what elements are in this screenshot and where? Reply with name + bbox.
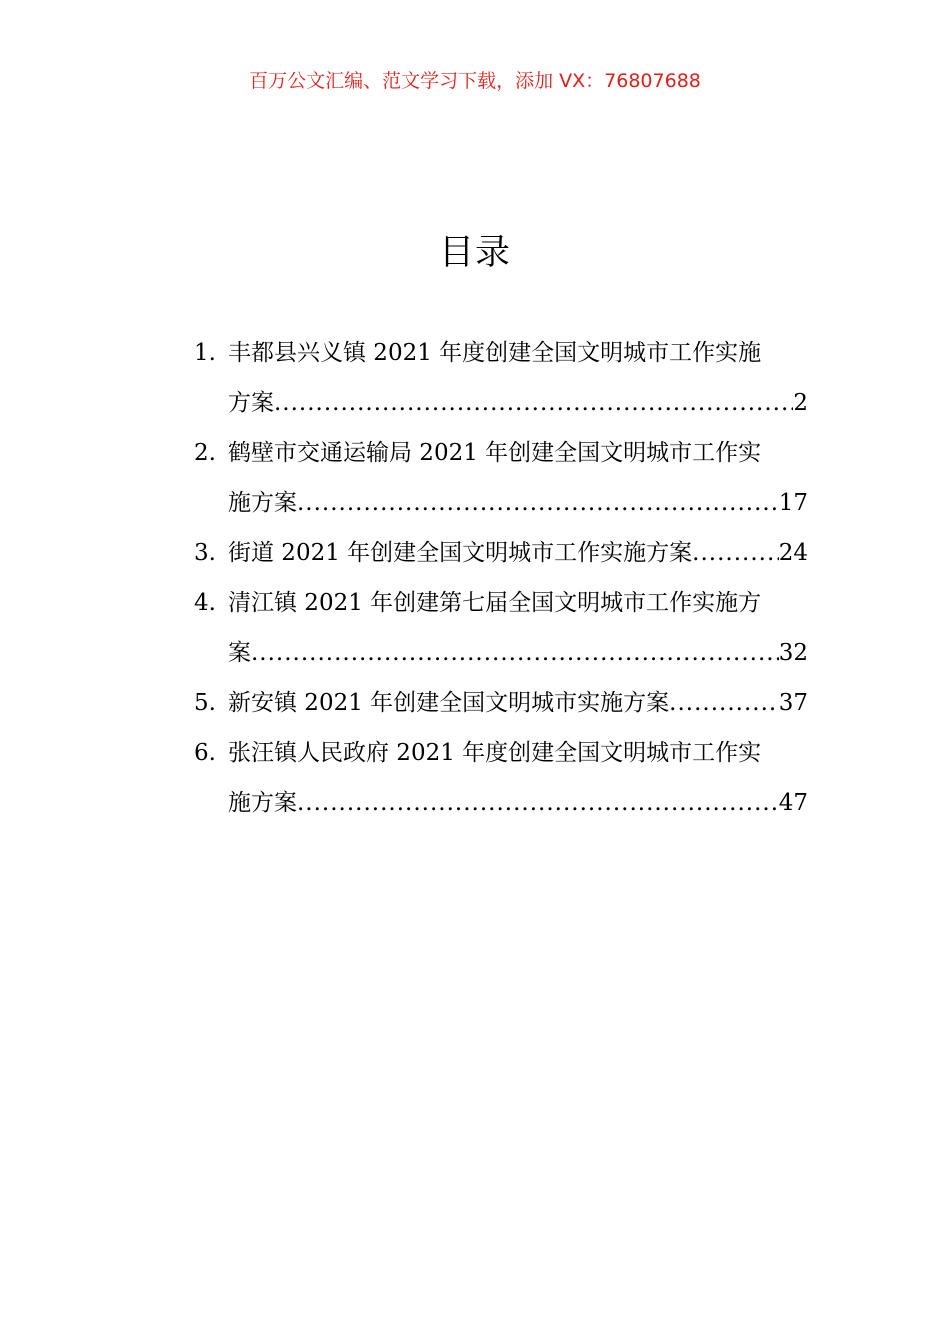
page-title: 目录 xyxy=(438,233,511,273)
toc-entry-number: 4. xyxy=(194,590,216,616)
dot-leader xyxy=(692,528,779,578)
toc-entry-line xyxy=(228,778,808,828)
toc-entry-line xyxy=(228,578,808,628)
toc-entry-title-cont: 施方案 xyxy=(228,790,297,816)
toc-entry-page: 47 xyxy=(778,790,808,816)
toc-entry-number: 2. xyxy=(194,440,216,466)
dot-leader xyxy=(274,378,793,428)
toc-entry-5[interactable] xyxy=(190,678,808,728)
dot-leader xyxy=(297,478,779,528)
toc-entry-number: 3. xyxy=(194,540,216,566)
toc-entry-line xyxy=(228,378,808,428)
toc-entry-line xyxy=(228,328,808,378)
toc-entry-title: 清江镇 2021 年创建第七届全国文明城市工作实施方 xyxy=(228,590,762,616)
table-of-contents xyxy=(190,328,808,828)
toc-entry-line xyxy=(228,528,808,578)
toc-entry-page: 17 xyxy=(778,490,808,516)
toc-entry-4[interactable] xyxy=(190,578,808,678)
toc-entry-page: 37 xyxy=(778,690,808,716)
toc-entry-title-cont: 施方案 xyxy=(228,490,297,516)
toc-entry-2[interactable] xyxy=(190,428,808,528)
toc-entry-title: 新安镇 2021 年创建全国文明城市实施方案 xyxy=(228,690,670,716)
dot-leader xyxy=(669,678,779,728)
toc-entry-line xyxy=(228,728,808,778)
toc-entry-title: 街道 2021 年创建全国文明城市工作实施方案 xyxy=(228,540,693,566)
toc-entry-line xyxy=(228,628,808,678)
header-watermark-note: 百万公文汇编、范文学习下载，添加 VX：76807688 xyxy=(249,70,701,92)
toc-entry-1[interactable] xyxy=(190,328,808,428)
toc-entry-line xyxy=(228,678,808,728)
toc-entry-page: 2 xyxy=(793,390,808,416)
toc-entry-title-cont: 方案 xyxy=(228,390,274,416)
toc-entry-line xyxy=(228,478,808,528)
toc-entry-title-cont: 案 xyxy=(228,640,251,666)
toc-entry-page: 32 xyxy=(778,640,808,666)
toc-entry-title: 张汪镇人民政府 2021 年度创建全国文明城市工作实 xyxy=(228,740,762,766)
toc-entry-page: 24 xyxy=(778,540,808,566)
toc-entry-number: 6. xyxy=(194,740,216,766)
toc-entry-number: 5. xyxy=(194,690,216,716)
toc-entry-3[interactable] xyxy=(190,528,808,578)
dot-leader xyxy=(297,778,779,828)
toc-entry-title: 丰都县兴义镇 2021 年度创建全国文明城市工作实施 xyxy=(228,340,762,366)
toc-entry-number: 1. xyxy=(194,340,216,366)
toc-entry-line xyxy=(228,428,808,478)
toc-entry-6[interactable] xyxy=(190,728,808,828)
toc-entry-title: 鹤壁市交通运输局 2021 年创建全国文明城市工作实 xyxy=(228,440,762,466)
dot-leader xyxy=(251,628,779,678)
